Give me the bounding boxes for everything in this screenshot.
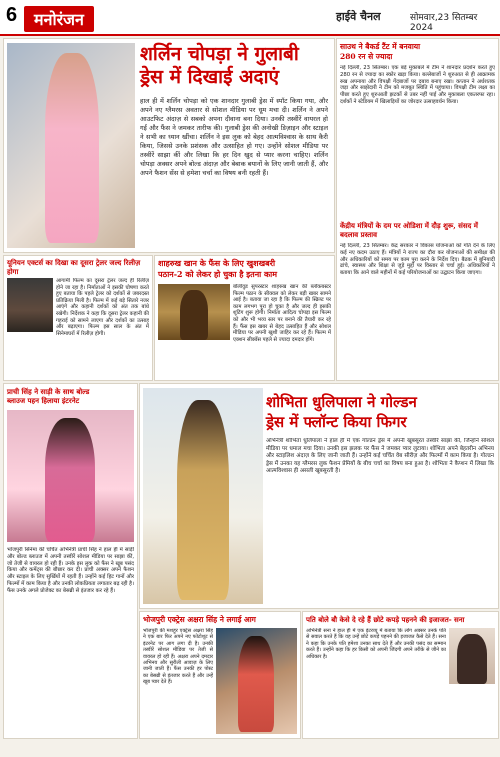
trailer-headline: यूनियन एक्टर्स का दिखा का दूसरा ट्रेलर जल्द रिलीज़ होगा [7, 258, 141, 276]
pathaan-headline-line2: पठान-2 को लेकर हो चुका है इतना काम [158, 269, 278, 279]
story-prachi [3, 383, 138, 739]
sobhita-headline-line1: शोभिता धुलिपाला ने गोल्डन [266, 393, 417, 411]
sobhita-photo [143, 388, 263, 604]
sana-photo [449, 628, 495, 684]
issue-date: सोमवार,23 सितम्बर 2024 [410, 13, 478, 33]
page-header [0, 0, 500, 36]
akshara-headline: भोजपुरी एक्ट्रेस अक्षरा सिंह ने लगाई आग [143, 615, 256, 624]
sherlyn-photo [7, 43, 135, 248]
story-sherlyn [3, 38, 335, 253]
cricket-headline-line1: साउथ ने बैकर्ड टैंट में बनवाया [340, 42, 421, 51]
sherlyn-body: हाल ही में शर्लिन चोपड़ा को एक शानदार गुलाबी ड्रेस में स्पॉट किया गया, और अपने नए ग्लैमरस अवतार से सोशल मीडिया पर धूम मचा दी। शर्लिन ने अपने आउटफिट अंदाज़ से सबको अपना दीवाना बना दिया। उनकी तस्वीरें वायरल हो गईं और फैंस ने जमकर तारीफ की। गुलाबी ड्रेस की अनोखी डिज़ाइन और स्टाइल ने सभी का ध्यान खींचा। शर्लिन ने इस लुक को बेहद आत्मविश्वास के साथ कैरी किया, जिससे उनके प्रशंसक और उत्साहित हो गए। उन्होंने सोशल मीडिया पर तस्वीरें साझा कीं और लिखा कि हर दिन खुद से प्यार करना चाहिए। शर्लिन चोपड़ा अक्सर अपने बोल्ड अंदाज़ और बेबाक बयानों के लिए जानी जाती हैं, और अपने फैशन सेंस से हमेशा चर्चा का विषय बनी रहती हैं। [140, 97, 328, 177]
prachi-body: भोजपुरी सिनेमा की चर्चित अभिनेत्री प्राची सिंह ने हाल ही में साड़ी और बोल्ड ब्लाउज में अपनी तस्वीरें सोशल मीडिया पर साझा कीं, जो तेजी से वायरल हो रही हैं। उनके इस लुक को फैंस ने खूब पसंद किया और कमेंट्स की बौछार कर दी। प्राची अक्सर अपने फैशन और स्टाइल के लिए सुर्खियों में रहती हैं। उन्होंने कई हिट गानों और फिल्मों में काम किया है और उनकी लोकप्रियता लगातार बढ़ रही है। फैंस उनके अगले प्रोजेक्ट का बेसब्री से इंतजार कर रहे हैं। [7, 547, 134, 594]
sherlyn-headline-line1: शर्लिन चोपड़ा ने गुलाबी [140, 43, 299, 65]
sana-body: अभिनेत्री सना ने हाल ही में एक इंटरव्यू में बताया कि लोग अक्सर उनके पति से सवाल करते हैं कि वह उन्हें छोटे कपड़े पहनने की इजाजत कैसे देते हैं। सना ने कहा कि उनके पति हमेशा उनका साथ देते हैं और उनकी पसंद का सम्मान करते हैं। उन्होंने कहा कि हर किसी को अपनी जिंदगी अपने तरीके से जीने का अधिकार है। [306, 628, 446, 660]
trailer-body: आगामी फिल्म का दूसरा ट्रेलर जल्द ही रिलीज़ होने जा रहा है। निर्माताओं ने इसकी घोषणा करते हुए बताया कि पहले ट्रेलर को दर्शकों से जबरदस्त प्रतिक्रिया मिली है। फिल्म में कई बड़े सितारे नजर आएंगे और कहानी दर्शकों को अंत तक बांधे रखेगी। निर्देशक ने कहा कि दूसरा ट्रेलर कहानी की गहराई को सामने लाएगा और दर्शकों का उत्साह और बढ़ाएगा। फिल्म इस साल के अंत में सिनेमाघरों में रिलीज़ होगी। [56, 278, 149, 337]
sana-headline: पति बोले बौ केसे दे रहे हैं छोटे कपड़े पहनने की इजाजत- सना [306, 615, 465, 624]
page-number: 6 [6, 4, 18, 26]
cricket-body: नई दिल्ली, 23 सितम्बर। एक बड़े मुकाबले में टीम ने शानदार प्रदर्शन करते हुए 280 रन से ज्यादा का स्कोर खड़ा किया। बल्लेबाजों ने शुरुआत से ही आक्रामक रुख अपनाया और विपक्षी गेंदबाजों पर दबाव बनाए रखा। कप्तान ने अर्धशतक जड़ा और साझेदारी ने टीम को मजबूत स्थिति में पहुंचाया। विपक्षी टीम लक्ष्य का पीछा करते हुए शुरुआती झटकों से उबर नहीं पाई और मुकाबला एकतरफा रहा। दर्शकों ने स्टेडियम में खिलाड़ियों का जोरदार उत्साहवर्धन किया। [340, 65, 495, 105]
akshara-body: भोजपुरी की मशहूर एक्ट्रेस अक्षरा सिंह ने एक बार फिर अपने नए फोटोशूट से इंटरनेट पर आग लगा दी है। उनकी तस्वीरें सोशल मीडिया पर तेजी से वायरल हो रही हैं। अक्षरा अपने दमदार अभिनय और सुरीली आवाज़ के लिए जानी जाती हैं। फैंस उनकी हर पोस्ट का बेसब्री से इंतजार करते हैं और उन्हें खूब प्यार देते हैं। [143, 628, 213, 686]
story-trailer [3, 255, 153, 381]
story-sobhita [139, 383, 499, 609]
pathaan-photo [158, 284, 230, 340]
pathaan-headline-line1: शाहरुख खान के फैंस के लिए खुशखबरी [158, 258, 276, 268]
prachi-headline-line2: ब्लाउज पहन हिलाया इंटरनेट [7, 396, 80, 405]
sherlyn-headline-line2: ड्रेस में दिखाई अदाएं [140, 66, 280, 88]
section-label: मनोरंजन [24, 6, 94, 32]
story-pathaan [154, 255, 335, 381]
story-cricket [336, 38, 499, 381]
prachi-headline-line1: प्राची सिंह ने साड़ी के साथ बोल्ड [7, 387, 90, 396]
story-akshara [139, 611, 301, 739]
cricket-headline-line2: 280 रन से ज्यादा [340, 52, 393, 61]
akshara-photo [216, 628, 297, 734]
pathaan-body: बॉलीवुड सुपरस्टार शाहरुख खान की ब्लॉकबस्टर फिल्म पठान के सीक्वल को लेकर बड़ी खबर सामने आई है। बताया जा रहा है कि फिल्म की स्क्रिप्ट पर काम लगभग पूरा हो चुका है और जल्द ही इसकी शूटिंग शुरू होगी। निर्माता आदित्य चोपड़ा इस फिल्म को और भी भव्य स्तर पर बनाने की तैयारी कर रहे हैं। फैंस इस खबर से बेहद उत्साहित हैं और सोशल मीडिया पर अपनी खुशी जाहिर कर रहे हैं। फिल्म में एक्शन सीक्वेंस पहले से ज्यादा दमदार होंगे। [233, 284, 331, 343]
prachi-photo [7, 410, 134, 542]
ministers-body: नई दिल्ली, 23 सितम्बर। केंद्र सरकार ने विकास योजनाओं को गति देने के लिए कई नए कदम उठाए हैं। मंत्रियों ने राज्य का दौरा कर योजनाओं की समीक्षा की और अधिकारियों को समय पर काम पूरा करने के निर्देश दिए। बैठक में बुनियादी ढांचे, स्वास्थ्य और शिक्षा से जुड़े मुद्दों पर विस्तार से चर्चा हुई। अधिकारियों ने बताया कि आने वाले महीनों में कई परियोजनाओं का उद्घाटन किया जाएगा। [340, 243, 495, 277]
sobhita-headline-line2: ड्रेस में फ्लॉन्ट किया फिगर [266, 413, 407, 431]
story-sana [302, 611, 499, 739]
masthead-brand: हाईवे चैनल [336, 10, 381, 23]
trailer-photo [7, 278, 53, 332]
sobhita-body: अभिनेत्री शोभिता धुलिपाला ने हाल ही में एक गोल्डन ड्रेस में अपनी खूबसूरत तस्वीरें साझा कीं, जिन्होंने सोशल मीडिया पर धमाल मचा दिया। उनकी इस झलक पर फैंस ने जमकर प्यार लुटाया। शोभिता अपने बेहतरीन अभिनय और स्टाइलिश अंदाज़ के लिए जानी जाती हैं। उन्होंने कई चर्चित वेब सीरीज़ और फिल्मों में काम किया है। गोल्डन ड्रेस में उनका यह ग्लैमरस लुक फैशन प्रेमियों के बीच चर्चा का विषय बना हुआ है। शोभिता ने कैप्शन में लिखा कि आत्मविश्वास ही असली खूबसूरती है। [266, 438, 494, 475]
ministers-subhead: केंद्रीय मंत्रियों के दम पर ओडिशा में दौड़ शुरू, संसद में बदलाव प्रस्ताव [340, 221, 478, 239]
